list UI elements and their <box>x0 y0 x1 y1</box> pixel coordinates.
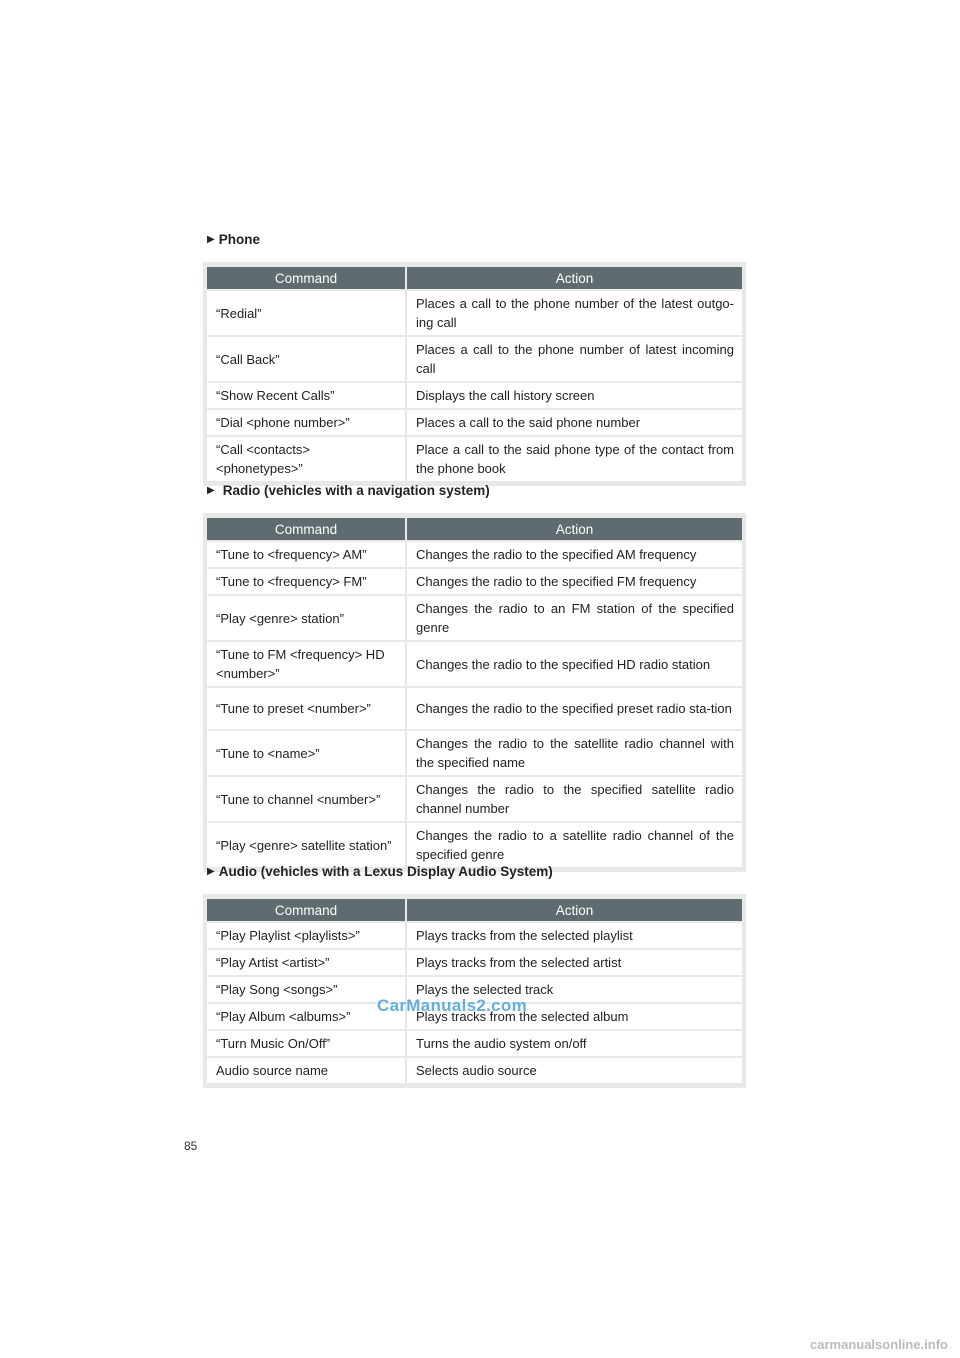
section-heading-phone <box>207 232 260 247</box>
table-row <box>207 731 742 775</box>
command-cell: “Redial” <box>207 291 405 335</box>
action-cell: Plays tracks from the selected artist <box>407 950 742 975</box>
action-cell: Places a call to the phone number of the latest outgo-ing call <box>407 291 742 335</box>
command-cell: “Call Back” <box>207 337 405 381</box>
column-header-action: Action <box>407 518 742 540</box>
action-cell: Changes the radio to the specified HD radio station <box>407 642 742 686</box>
table-row <box>207 337 742 381</box>
column-header-command: Command <box>207 267 405 289</box>
command-cell: “Play Album <albums>” <box>207 1004 405 1029</box>
command-cell: “Tune to <name>” <box>207 731 405 775</box>
command-cell: “Tune to preset <number>” <box>207 688 405 729</box>
action-cell: Changes the radio to the satellite radio channel with the specified name <box>407 731 742 775</box>
section-heading-label: Phone <box>218 232 260 247</box>
triangle-right-icon: ▶ <box>207 484 215 496</box>
table-row <box>207 1058 742 1083</box>
action-cell: Plays the selected track <box>407 977 742 1002</box>
table-row <box>207 291 742 335</box>
section-heading-radio <box>207 483 490 498</box>
action-cell: Changes the radio to a satellite radio channel of the specified genre <box>407 823 742 867</box>
table-row <box>207 410 742 435</box>
section-heading-audio <box>207 864 553 879</box>
table-row <box>207 542 742 567</box>
command-cell: “Turn Music On/Off” <box>207 1031 405 1056</box>
table-row <box>207 437 742 481</box>
table-row <box>207 596 742 640</box>
command-cell: “Tune to FM <frequency> HD <number>” <box>207 642 405 686</box>
action-cell: Places a call to the phone number of latest incoming call <box>407 337 742 381</box>
command-cell: “Play <genre> satellite station” <box>207 823 405 867</box>
watermark: CarManuals2.com <box>377 996 527 1015</box>
footer-watermark: carmanualsonline.info <box>810 1337 948 1352</box>
table-row <box>207 383 742 408</box>
command-cell: “Play Song <songs>” <box>207 977 405 1002</box>
section-heading-label: Radio (vehicles with a navigation system) <box>222 483 490 498</box>
table-row <box>207 823 742 867</box>
command-cell: Audio source name <box>207 1058 405 1083</box>
action-cell: Plays tracks from the selected playlist <box>407 923 742 948</box>
column-header-command: Command <box>207 518 405 540</box>
action-cell: Turns the audio system on/off <box>407 1031 742 1056</box>
command-cell: “Dial <phone number>” <box>207 410 405 435</box>
table-row <box>207 688 742 729</box>
table-row <box>207 777 742 821</box>
table-row <box>207 923 742 948</box>
section-heading-label: Audio (vehicles with a Lexus Display Audio System) <box>218 864 553 879</box>
action-cell: Changes the radio to an FM station of the specified genre <box>407 596 742 640</box>
action-cell: Place a call to the said phone type of the contact from the phone book <box>407 437 742 481</box>
triangle-right-icon: ▶ <box>207 233 215 245</box>
column-header-action: Action <box>407 267 742 289</box>
audio-command-table <box>203 894 746 1088</box>
command-cell: “Show Recent Calls” <box>207 383 405 408</box>
table-row <box>207 1031 742 1056</box>
action-cell: Changes the radio to the specified preset radio sta-tion <box>407 688 742 729</box>
table-row <box>207 950 742 975</box>
action-cell: Places a call to the said phone number <box>407 410 742 435</box>
command-cell: “Play <genre> station” <box>207 596 405 640</box>
action-cell: Changes the radio to the specified AM frequency <box>407 542 742 567</box>
action-cell: Changes the radio to the specified FM frequency <box>407 569 742 594</box>
command-cell: “Tune to <frequency> AM” <box>207 542 405 567</box>
action-cell: Selects audio source <box>407 1058 742 1083</box>
radio-command-table <box>203 513 746 872</box>
triangle-right-icon: ▶ <box>207 865 215 877</box>
command-cell: “Tune to channel <number>” <box>207 777 405 821</box>
command-cell: “Play Playlist <playlists>” <box>207 923 405 948</box>
phone-command-table <box>203 262 746 486</box>
command-cell: “Call <contacts> <phonetypes>” <box>207 437 405 481</box>
action-cell: Changes the radio to the specified satellite radio channel number <box>407 777 742 821</box>
command-cell: “Tune to <frequency> FM” <box>207 569 405 594</box>
command-cell: “Play Artist <artist>” <box>207 950 405 975</box>
column-header-action: Action <box>407 899 742 921</box>
page-number: 85 <box>184 1139 198 1153</box>
column-header-command: Command <box>207 899 405 921</box>
table-row <box>207 642 742 686</box>
action-cell: Plays tracks from the selected album <box>407 1004 742 1029</box>
table-row <box>207 569 742 594</box>
action-cell: Displays the call history screen <box>407 383 742 408</box>
